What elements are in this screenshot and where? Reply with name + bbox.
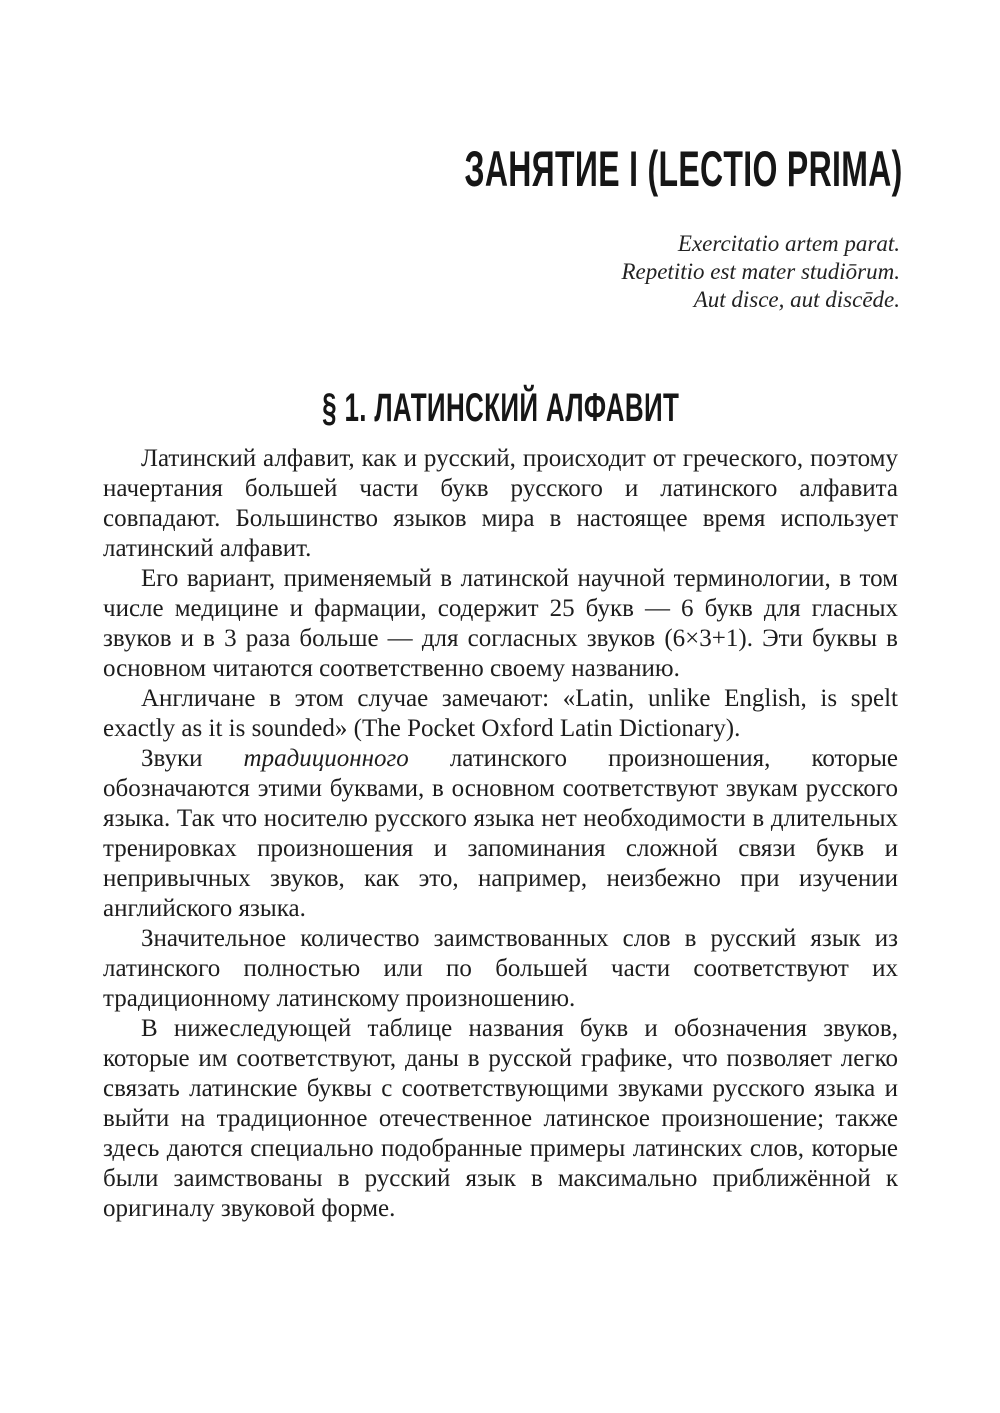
paragraph-5: Значительное количество заимствованных слов в русский язык из латинского полностью или по большей части соответствуют их традиционному латинскому произношению.	[103, 925, 898, 1012]
lesson-title-text: ЗАНЯТИЕ I (LECTIO PRIMA)	[464, 141, 903, 197]
lesson-title	[218, 141, 903, 197]
paragraph-4-lead: Звуки	[141, 745, 244, 772]
paragraph-1: Латинский алфавит, как и русский, происходит от греческого, поэтому начертания большей части букв русского и латинского алфавита совпадают. Большинство языков мира в настоящее время использует латинский алфавит.	[103, 445, 898, 562]
paragraph-4-italic-term: традиционного	[243, 745, 409, 772]
epigraph-line-3: Aut disce, aut discēde.	[693, 287, 900, 312]
body-text	[103, 444, 898, 1224]
epigraph-line-2: Repetitio est mater studiōrum.	[621, 259, 900, 284]
section-heading	[103, 388, 898, 428]
paragraph-6: В нижеследующей таблице названия букв и обозначения звуков, которые им соответствуют, даны в русской графике, что позволяет легко связать латинские буквы с соответствующими звуками русского языка и выйти на традиционное отечественное латинское произношение; также здесь даются специально подобранные примеры латинских слов, которые были заимствованы в русский язык в максимально приближённой к оригиналу звуковой форме.	[103, 1015, 898, 1222]
paragraph-4	[103, 744, 898, 924]
epigraph	[621, 230, 900, 314]
epigraph-line-1: Exercitatio artem parat.	[677, 231, 900, 256]
paragraph-4-rest: латинского произношения, которые обозначаются этими буквами, в основном соответствуют звукам русского языка. Так что носителю русского языка нет необходимости в длительных тренировках произношения и запоминания сложной связи букв и непривычных звуков, как это, например, неизбежно при изучении английского языка.	[103, 745, 898, 922]
paragraph-3: Англичане в этом случае замечают: «Latin, unlike English, is spelt exactly as it is sounded» (The Pocket Oxford Latin Dictionary).	[103, 685, 898, 742]
section-heading-text: § 1. ЛАТИНСКИЙ АЛФАВИТ	[321, 386, 680, 430]
paragraph-2: Его вариант, применяемый в латинской научной терминологии, в том числе медицине и фармации, содержит 25 букв — 6 букв для гласных звуков и в 3 раза больше — для согласных звуков (6×3+1). Эти буквы в основном читаются соответственно своему названию.	[103, 565, 898, 682]
